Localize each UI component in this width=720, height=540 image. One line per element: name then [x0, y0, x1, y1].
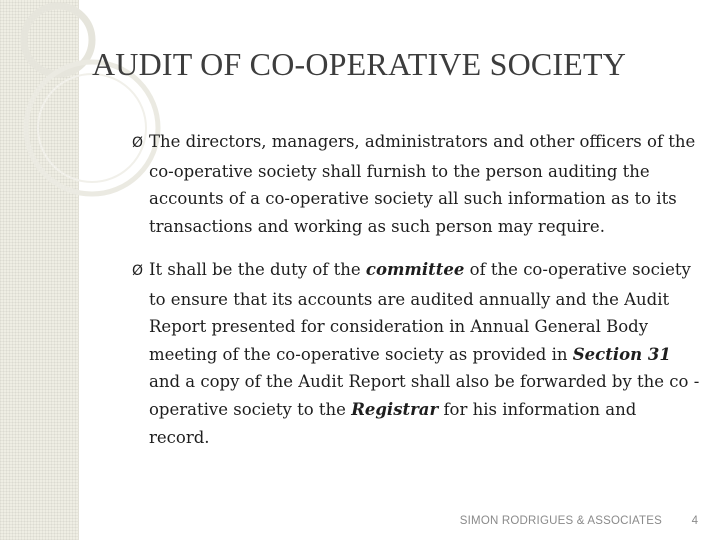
bullet-item-1 [132, 128, 702, 240]
bullet-item-2 [132, 256, 702, 451]
arrow-bullet-icon: Ø [132, 135, 144, 151]
page-number: 4 [691, 515, 698, 527]
bullet-2-text-part-2: of the co-operative society to ensure that its accounts are audited annually and the Audit Report presented for consideration in Annual General Body meeting of the co-operative society as provided in [149, 260, 691, 364]
slide-title: AUDIT OF CO-OPERATIVE SOCIETY [92, 46, 627, 82]
bullet-1-text: The directors, managers, administrators and other officers of the co-operative society shall furnish to the person auditing the accounts of a co-operative society all such information as to its transactions and working as such person may require. [149, 132, 696, 236]
arrow-bullet-icon: Ø [132, 263, 144, 279]
emphasis-committee: committee [365, 260, 465, 279]
emphasis-registrar: Registrar [351, 399, 439, 419]
bullet-2-text-part-4: for his information and record. [149, 399, 637, 447]
bullet-2-text-part-1: It shall be the duty of the [149, 260, 366, 279]
bullet-2-text-part-3: and a copy of the Audit Report shall also be forwarded by the co -operative society to the [149, 372, 700, 419]
emphasis-section-31: Section 31 [572, 344, 671, 364]
footer-text: SIMON RODRIGUES & ASSOCIATES [459, 515, 662, 527]
